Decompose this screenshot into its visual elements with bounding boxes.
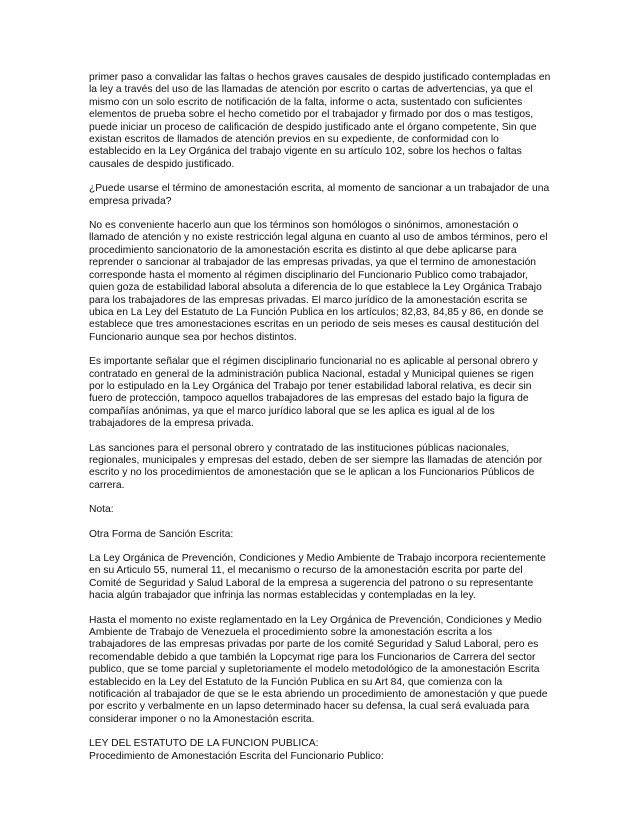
document-page <box>89 72 551 763</box>
paragraph-despido-justificado: primer paso a convalidar las faltas o hechos graves causales de despido justificado contempladas en la ley a través del uso de las llamadas de atención por escrito o cartas de advertencias, ya que el mismo con un solo escrito de notificación de la falta, informe o acta, sustentado con suficientes elementos de prueba sobre el hecho cometido por el trabajador y firmado por dos o mas testigos, puede iniciar un proceso de calificación de despido justificado ante el órgano competente, Sin que existan escritos de llamados de atención previos en su expediente, de conformidad con lo establecido en la Ley Orgánica del trabajo vigente en su artículo 102, sobre los hechos o faltas causales de despido justificado. <box>89 72 551 170</box>
paragraph-lopcymat-articulo: La Ley Orgánica de Prevención, Condiciones y Medio Ambiente de Trabajo incorpora recientemente en su Articulo 55, numeral 11, el mecanismo o recurso de la amonestación escrita por parte del Comité de Seguridad y Salud Laboral de la empresa a sugerencia del patrono o su representante hacia algún trabajador que infrinja las normas establecidas y contempladas en la ley. <box>89 553 546 602</box>
paragraph-nota: Nota: <box>89 504 114 516</box>
heading-procedimiento: Procedimiento de Amonestación Escrita del Funcionario Publico: <box>89 750 384 762</box>
paragraph-sanciones-obreros: Las sanciones para el personal obrero y contratado de las instituciones públicas nacionales, regionales, municipales y empresas del estado, deben de ser siempre las llamadas de atención por escrito y no los procedimientos de amonestación que se le aplican a los Funcionarios Públicos de carrera. <box>89 442 543 491</box>
paragraph-pregunta-amonestacion: ¿Puede usarse el término de amonestación escrita, al momento de sancionar a un trabajador de una empresa privada? <box>89 183 550 207</box>
paragraph-respuesta-amonestacion: No es conveniente hacerlo aun que los términos son homólogos o sinónimos, amonestación o llamado de atención y no existe restricción legal alguna en cuanto al uso de ambos términos, pero el procedimiento sancionatorio de la amonestación escrita es distinto al que debe aplicarse para reprender o sancionar al trabajador de las empresas privadas, ya que el termino de amonestación corresponde hasta el momento al régimen disciplinario del Funcionario Publico como trabajador, quien goza de estabilidad laboral absoluta a diferencia de lo que establece la Ley Orgánica Trabajo para los trabajadores de las empresas privadas. El marco jurídico de la amonestación escrita se ubica en La Ley del Estatuto de La Función Publica en los artículos; 82,83, 84,85 y 86, en donde se establece que tres amonestaciones escritas en un periodo de seis meses es causal destitución del Funcionario aunque sea por hechos distintos. <box>89 220 548 343</box>
heading-ley-estatuto: LEY DEL ESTATUTO DE LA FUNCION PUBLICA: <box>89 738 319 750</box>
paragraph-otra-forma: Otra Forma de Sanción Escrita: <box>89 528 234 540</box>
paragraph-regimen-disciplinario: Es importante señalar que el régimen disciplinario funcionarial no es aplicable al personal obrero y contratado en general de la administración publica Nacional, estadal y Municipal quienes se rigen por lo estipulado en la Ley Orgánica del Trabajo por tener estabilidad laboral relativa, es decir sin fuero de protección, tampoco aquellos trabajadores de las empresas del estado bajo la figura de compañías anónimas, ya que el marco jurídico laboral que se les aplica es igual al de los trabajadores de la empresa privada. <box>89 356 538 430</box>
paragraph-procedimiento-lopcymat: Hasta el momento no existe reglamentado en la Ley Orgánica de Prevención, Condiciones y Medio Ambiente de Trabajo de Venezuela el procedimiento sobre la amonestación escrita a los trabajadores de las empresas privadas por parte de los comité Seguridad y Salud Laboral, pero es recomendable debido a que también la Lopcymat rige para los Funcionarios de Carrera del sector publico, que se tome parcial y supletoriamente el modelo metodológico de la amonestación Escrita establecido en la Ley del Estatuto de la Función Publica en su Art 84, que comienza con la notificación al trabajador de que se le esta abriendo un procedimiento de amonestación y que puede por escrito y verbalmente en un lapso determinado hacer su defensa, la cual será evaluada para considerar imponer o no la Amonestación escrita. <box>89 614 548 725</box>
